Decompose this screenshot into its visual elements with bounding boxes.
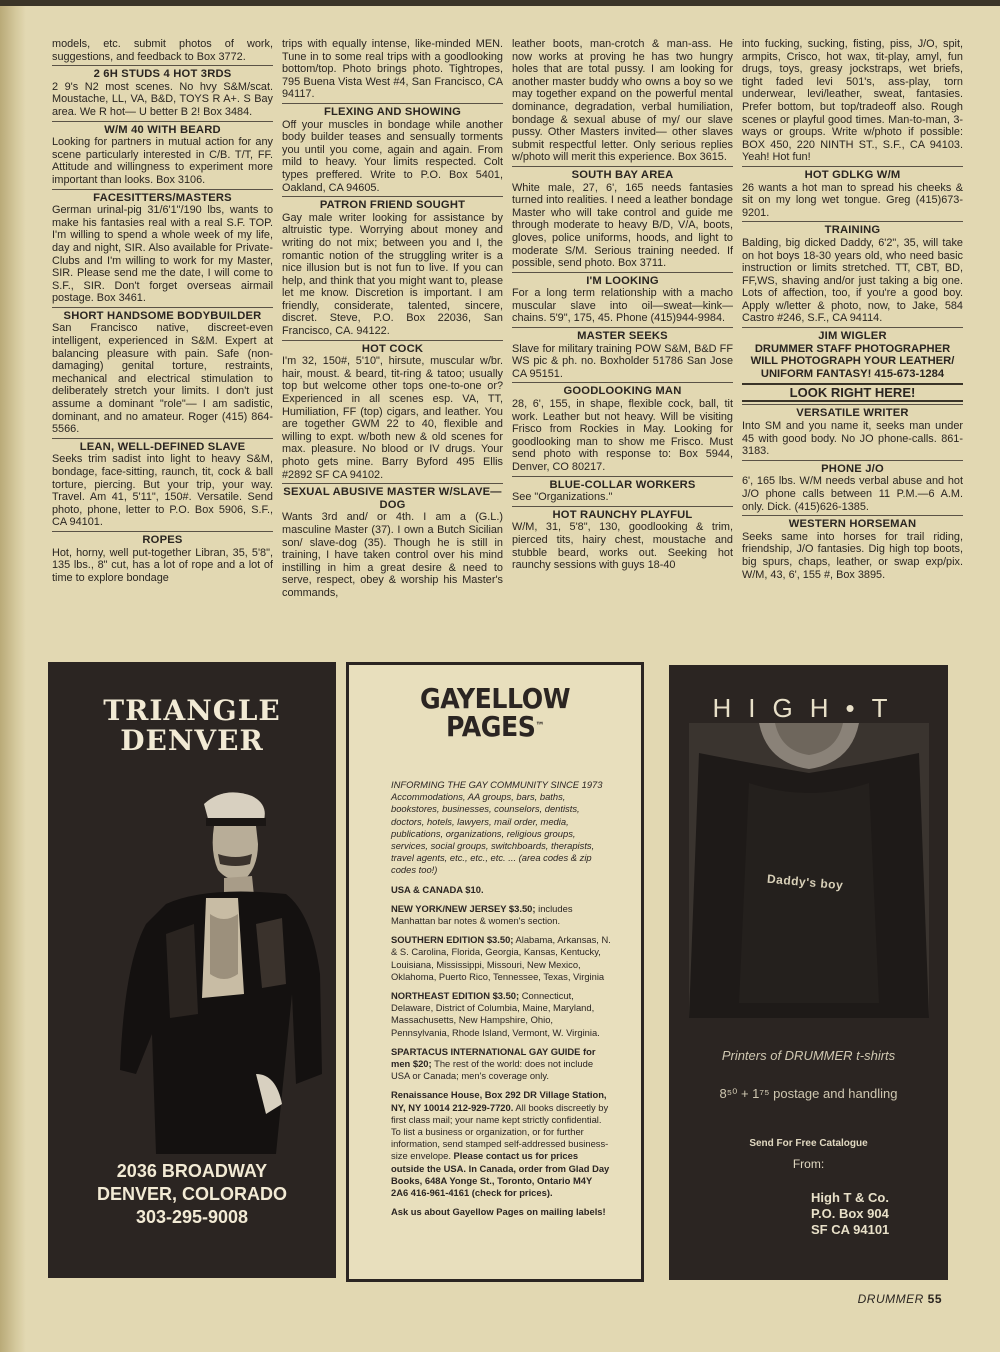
classified-ad-heading: JIM WIGLER bbox=[742, 327, 963, 343]
triangle-denver-ad bbox=[48, 662, 336, 1278]
high-t-city: SF CA 94101 bbox=[811, 1222, 890, 1237]
classified-column-4 bbox=[742, 38, 963, 655]
classified-ad bbox=[52, 531, 273, 584]
classified-ad bbox=[282, 483, 503, 599]
classified-ad-text: 6', 165 lbs. W/M needs verbal abuse and hot J/O phone calls between 11 P.M.—6 A.M. only. Dick. (415)626-1385. bbox=[742, 475, 963, 513]
classified-ad-heading: HOT GDLKG W/M bbox=[742, 166, 963, 182]
top-scan-strip bbox=[0, 0, 1000, 6]
classified-ad bbox=[282, 340, 503, 482]
gayellow-renaissance-head: Renaissance House, Box 292 DR Village Station, NY, NY 10014 212-929-7720. bbox=[391, 1089, 607, 1113]
classified-ad bbox=[512, 382, 733, 473]
classified-ad bbox=[512, 272, 733, 325]
classified-ad bbox=[742, 383, 963, 402]
classified-ad-text: Looking for partners in mutual action for any scene particularly interested in C/B. T/T, FF. Attitude and willingness to experiment more important than looks. Box 3106. bbox=[52, 136, 273, 186]
gayellow-title-line2: PAGES bbox=[445, 710, 536, 743]
classified-ad-heading: LEAN, WELL-DEFINED SLAVE bbox=[52, 438, 273, 454]
classified-ad bbox=[282, 103, 503, 194]
triangle-address bbox=[48, 1160, 336, 1229]
classified-ad-text: Off your muscles in bondage while another body builder teases and sensually torments you until you come, again and again. From mild to heavy. Your limits respected. Colt types preffered. Write to P.O. Box 5401, Oakland, CA 94605. bbox=[282, 118, 503, 194]
gayellow-south-body: Alabama, Arkansas, N. & S. Carolina, Florida, Georgia, Kansas, Kentucky, Louisiana, Mississippi, Missouri, New Mexico, Oklahoma, Puerto Rico, Tennessee, Texas, Virginia bbox=[391, 934, 611, 982]
gayellow-mailing-labels: Ask us about Gayellow Pages on mailing labels! bbox=[391, 1206, 606, 1218]
triangle-title-line1: TRIANGLE bbox=[103, 694, 281, 727]
gayellow-renaissance-body: All books discreetly by first class mail; your name kept strictly confidential. To list a business or organization, or for further information, send stamped self-addressed business-size envelope. bbox=[391, 1101, 609, 1162]
classified-ad-text: 26 wants a hot man to spread his cheeks & sit on my long wet tongue. Greg (415)673-9201. bbox=[742, 181, 963, 219]
classified-ad bbox=[742, 404, 963, 457]
classified-ad bbox=[52, 438, 273, 529]
magazine-name: DRUMMER bbox=[857, 1292, 924, 1306]
tshirt-photo bbox=[689, 723, 929, 1018]
classified-ad-text: trips with equally intense, like-minded MEN. Tune in to some real trips with a goodlooking bottom/top. Photo brings photo. Tightropes, 795 Buena Vista West #4, San Francisco, CA 94117. bbox=[282, 38, 503, 101]
gayellow-title-line1: GAYELLOW bbox=[419, 682, 571, 715]
gayellow-pages-ad bbox=[346, 662, 644, 1282]
classified-column-3 bbox=[512, 38, 733, 655]
classified-ad bbox=[52, 307, 273, 436]
triangle-phone: 303-295-9008 bbox=[135, 1207, 249, 1227]
gayellow-ny-head: NEW YORK/NEW JERSEY $3.50; bbox=[391, 902, 536, 914]
classified-ad-heading: I'M LOOKING bbox=[512, 272, 733, 288]
gayellow-spartacus-head: SPARTACUS INTERNATIONAL GAY GUIDE for men $20; bbox=[391, 1045, 596, 1070]
classified-ad-heading: SHORT HANDSOME BODYBUILDER bbox=[52, 307, 273, 323]
classified-ad bbox=[512, 506, 733, 572]
high-t-title: HIGH•T bbox=[712, 693, 905, 723]
classified-ad-heading: W/M 40 WITH BEARD bbox=[52, 121, 273, 137]
classified-ad-heading: BLUE-COLLAR WORKERS bbox=[512, 476, 733, 492]
classified-ad-text: 28, 6', 155, in shape, flexible cock, ball, tit work. Leather but not heavy. Will be visiting Frisco from Rockies in May. Looking for goodlooking man to show me Frisco. Must send photo with response to: Box 5944, Denver, CO 80217. bbox=[512, 398, 733, 473]
gayellow-ne-body: Connecticut, Delaware, District of Columbia, Maine, Maryland, Massachusetts, New Hampshire, Ohio, Pennsylvania, Rhode Island, Vermont, W. Virginia. bbox=[391, 990, 600, 1038]
gayellow-title bbox=[364, 682, 627, 743]
gayellow-usa-canada: USA & CANADA $10. bbox=[391, 883, 484, 895]
classified-ad-text: I'm 32, 150#, 5'10", hirsute, muscular w/br. hair, moust. & beard, tit-ring & tatoo; usually top but welcome other tops one-to-one or? Experienced in all scenes esp. VA, TT, Humiliation, FF (top) cigars, and leather. You are together GWM 22 to 40, flexible and willing to expt. w/both new & old scenes for max. pleasure. No blood or IV drugs. Your photo gets mine. Barry Byford 495 Ellis #2892 SF CA 94102. bbox=[282, 355, 503, 481]
classified-ad-text: Wants 3rd and/ or 4th. I am a (G.L.) masculine Master (37). I own a Butch Sicilian son/ slave-dog (35). Though he is still in training, I have taken control over his mind instilling in him a great desire & need to serve, respect, obey & worship his Master's commands, bbox=[282, 511, 503, 599]
classified-ad-text: Seeks same into horses for trail riding, friendship, J/O fantasies. Dig high top boots, big spurs, chaps, leather, or swap exp/pix. W/M, 43, 6', 155 #, Box 3895. bbox=[742, 530, 963, 581]
classified-ad-text: leather boots, man-crotch & man-ass. He now works at proving he has two hungry holes that are total pussy. I am looking for another master buddy who owns a boy so we may together expand on the powerful mental dominance, degradation, verbal humiliation, bondage & sexual abuse of my/ our slave pussy. Other Masters invited— other slaves submit respectful letter. Only serious replies w/photo will merit this experience. Box 3615. bbox=[512, 38, 733, 164]
classified-ad-heading: WESTERN HORSEMAN bbox=[742, 515, 963, 531]
triangle-title-line2: DENVER bbox=[120, 724, 264, 757]
classified-column-1 bbox=[52, 38, 273, 655]
classified-ad bbox=[52, 65, 273, 118]
gayellow-renaissance bbox=[391, 1089, 611, 1199]
high-t-price: 8⁵⁰ + 1⁷⁵ postage and handling bbox=[719, 1086, 898, 1101]
classified-ad bbox=[742, 460, 963, 513]
classified-ad-heading: FACESITTERS/MASTERS bbox=[52, 189, 273, 205]
gayellow-south-edition bbox=[391, 934, 611, 983]
gayellow-ne-head: NORTHEAST EDITION $3.50; bbox=[391, 990, 520, 1002]
classified-ad bbox=[512, 166, 733, 270]
classified-ad bbox=[512, 327, 733, 380]
classified-ad bbox=[512, 38, 733, 164]
classified-ad-heading: HOT RAUNCHY PLAYFUL bbox=[512, 506, 733, 522]
classified-ad-text: Slave for military training POW S&M, B&D FF WS pic & ph. no. Boxholder 51786 San Jose CA 95151. bbox=[512, 342, 733, 380]
gayellow-body bbox=[391, 779, 611, 1226]
high-t-printers: Printers of DRUMMER t-shirts bbox=[721, 1048, 896, 1063]
classified-ad-heading: ROPES bbox=[52, 531, 273, 547]
classified-ad-heading: FLEXING AND SHOWING bbox=[282, 103, 503, 119]
classified-ad-heading: VERSATILE WRITER bbox=[742, 404, 963, 420]
classified-ad bbox=[282, 196, 503, 338]
trademark-mark: ™ bbox=[535, 721, 545, 732]
high-t-box: P.O. Box 904 bbox=[811, 1206, 889, 1221]
classified-ad-heading: TRAINING bbox=[742, 221, 963, 237]
classified-ad-text: San Francisco native, discreet-even intelligent, experienced in S&M. Expert at balancing pleasure with pain. Safe (non-damaging) genital torture, restraints, mechanical and electrical stimulation to deliberately stretch your limits. I don't just assume a dominant "role"— I am sadistic, dominant, and no amateur. Roger (415) 864-5566. bbox=[52, 322, 273, 436]
high-t-address bbox=[811, 1190, 889, 1238]
gayellow-intro: INFORMING THE GAY COMMUNITY SINCE 1973 Accommodations, AA groups, bars, baths, bookstores, businesses, counselors, dentists, doctors, hotels, lawyers, mail order, media, publications, organizations, religious groups, services, social groups, switchboards, therapists, travel agents, etc., etc., etc. ... (area codes & zip codes too!) bbox=[391, 779, 603, 876]
classified-ad-text: For a long term relationship with a macho muscular slave into oil—sweat—kink—chains. 5'9", 175, 45. Phone (415)944-9984. bbox=[512, 287, 733, 325]
classified-ad-text: Into SM and you name it, seeks man under 45 with good body. No JO phone-calls. 861-3183. bbox=[742, 420, 963, 458]
classified-ad-heading: PHONE J/O bbox=[742, 460, 963, 476]
classified-ad-text: models, etc. submit photos of work, suggestions, and feedback to Box 3772. bbox=[52, 38, 273, 63]
classified-column-2 bbox=[282, 38, 503, 655]
gayellow-south-head: SOUTHERN EDITION $3.50; bbox=[391, 934, 514, 946]
high-t-ad bbox=[669, 665, 948, 1280]
classified-ad bbox=[52, 121, 273, 187]
gayellow-renaissance-tail: Please contact us for prices outside the USA. In Canada, order from Glad Day Books, 648A Yonge St., Toronto, Ontario M4Y 2A6 416-961-4161 (check for prices). bbox=[391, 1150, 610, 1199]
classified-ad-heading: SOUTH BAY AREA bbox=[512, 166, 733, 182]
high-t-company: High T & Co. bbox=[811, 1190, 889, 1205]
gayellow-ne-edition bbox=[391, 990, 611, 1039]
gayellow-ny-edition bbox=[391, 903, 611, 927]
high-t-catalogue: Send For Free Catalogue bbox=[749, 1138, 868, 1149]
classified-ad-text: See "Organizations." bbox=[512, 491, 613, 504]
tshirt-slogan: Daddy's boy bbox=[766, 871, 844, 893]
gayellow-ny-body: includes Manhattan bar notes & women's section. bbox=[391, 902, 573, 927]
classified-ad-text: DRUMMER STAFF PHOTOGRAPHER WILL PHOTOGRAPH YOUR LEATHER/ UNIFORM FANTASY! 415-673-1284 bbox=[750, 342, 955, 380]
classified-ad bbox=[742, 327, 963, 380]
classified-ad-text: W/M, 31, 5'8", 130, goodlooking & trim, pierced tits, hairy chest, moustache and stubble beard, works out. Seeking hot raunchy sessions with guys 18-40 bbox=[512, 521, 733, 572]
leatherman-illustration bbox=[106, 774, 326, 1154]
classified-ad-text: Seeks trim sadist into light to heavy S&M, bondage, face-sitting, raunch, tit, cock & ball torture, piercing. But your trip, your way. Travel. Am 41, 5'11", 150#. Versatile. Send photo, phone, letter to P.O. Box 5906, S.F., CA 94101. bbox=[52, 453, 273, 529]
classified-ad-text: German urinal-pig 31/6'1"/190 lbs, wants to make his fantasies real with a real S.F. TOP. I'm willing to spend a whole week of my life, day and night, SIR. Also available for Private-Clubs and I'm willing to work for my Master, SIR. Please send me the date, I will come to S.F., SIR. Don't forget overseas airmail postage. Box 3461. bbox=[52, 204, 273, 305]
page-binding-edge bbox=[0, 0, 26, 1352]
classified-ad bbox=[742, 166, 963, 219]
gayellow-spartacus bbox=[391, 1046, 611, 1083]
classified-ad bbox=[742, 221, 963, 325]
classified-ad bbox=[52, 38, 273, 63]
classified-ad-heading: SEXUAL ABUSIVE MASTER W/SLAVE—DOG bbox=[282, 483, 503, 511]
page-number: 55 bbox=[927, 1292, 942, 1306]
classified-ad-heading: HOT COCK bbox=[282, 340, 503, 356]
classified-ad-heading: PATRON FRIEND SOUGHT bbox=[282, 196, 503, 212]
classified-ad-text: White male, 27, 6', 165 needs fantasies turned into realities. I need a leather bondage Master who will take control and guide me through moderate to heavy B/D, V/A, boots, gloves, police uniforms, hoods, and light to moderate S/M. Serious training needed. If possible, send photo. Box 3711. bbox=[512, 181, 733, 270]
page-footer bbox=[858, 1292, 942, 1306]
classified-ad-heading: MASTER SEEKS bbox=[512, 327, 733, 343]
classified-ad bbox=[282, 38, 503, 101]
classified-ad-text: Balding, big dicked Daddy, 6'2", 35, will take on hot boys 18-30 years old, who need basic instruction or limits stretched. TT, CBT, BD, FF,WS, shaving and/or just taking a big one. Lots of affection, too, if you're a good boy. Apply w/letter & photo, now, to Jake, 584 Castro #246, S.F., CA 94114. bbox=[742, 236, 963, 325]
classified-ad bbox=[742, 515, 963, 581]
triangle-street: 2036 BROADWAY bbox=[116, 1161, 268, 1181]
classified-ad-text: into fucking, sucking, fisting, piss, J/O, spit, armpits, Crisco, hot wax, tit-play, amyl, fun drugs, toys, greasy jockstraps, wet briefs, tight faded levi 501's, ass-play, torn underwear, levi/leather, sweat, fantasies. Prefer bottom, but top/tradeoff also. Rough scenes or playful good times. Man-to-man, 3-ways or groups. Write w/photo if possible: BOX 450, 220 NINTH ST., S.F., CA 94103. Yeah! Hot fun! bbox=[742, 38, 963, 164]
classified-ad-heading: 2 6H STUDS 4 HOT 3RDS bbox=[52, 65, 273, 81]
classified-ad bbox=[512, 476, 733, 504]
gayellow-spartacus-body: The rest of the world: does not include USA or Canada; men's coverage only. bbox=[391, 1058, 594, 1082]
classifieds-section bbox=[52, 38, 964, 655]
classified-ad-heading: GOODLOOKING MAN bbox=[512, 382, 733, 398]
classified-ad-text: Gay male writer looking for assistance by altruistic type. Worrying about money and writing do not mix; between you and I, the romantic notion of the struggling writer is a nice illusion but is not fun to live. If you can help, and think that you might want to, please let me know. Discretion is important. I am friendly, considerate, talented, sincere, discret. Steve, P.O. Box 22036, San Francisco, CA. 94122. bbox=[282, 211, 503, 338]
high-t-from: From: bbox=[792, 1157, 825, 1171]
classified-ad bbox=[52, 189, 273, 305]
triangle-city: DENVER, COLORADO bbox=[96, 1184, 287, 1204]
classified-ad-text: Hot, horny, well put-together Libran, 35, 5'8", 135 lbs., 8" cut, has a lot of rope and a lot of time to explore bondage bbox=[52, 546, 273, 584]
triangle-title bbox=[48, 696, 336, 756]
classified-ad bbox=[742, 38, 963, 164]
classified-ad-text: 2 9's N2 most scenes. No hvy S&M/scat. Moustache, LL, VA, B&D, TOYS R A+. S Bay area. We R hot— U better B 2! Box 3484. bbox=[52, 80, 273, 118]
classified-ad-heading: LOOK RIGHT HERE! bbox=[742, 383, 963, 402]
